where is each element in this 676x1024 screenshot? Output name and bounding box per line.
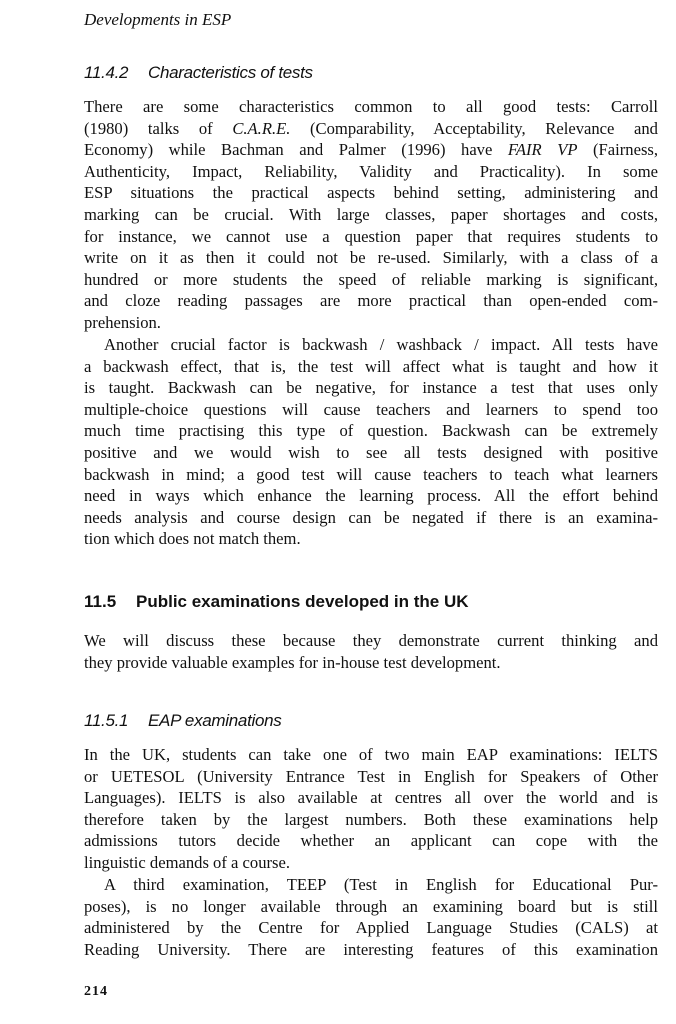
- section-title: EAP examinations: [148, 711, 282, 730]
- text-line: [84, 652, 658, 674]
- text-span: Reading University. There are interesting features of this examination: [84, 939, 658, 959]
- text-span: (Fairness,: [577, 140, 659, 160]
- text-line: [84, 939, 658, 961]
- text-line: [84, 787, 658, 809]
- section-number: 11.4.2: [84, 63, 129, 82]
- text-line: [84, 399, 658, 421]
- text-line: [84, 118, 658, 140]
- text-span: Authenticity, Impact, Reliability, Validity and Practicality). In some: [84, 161, 658, 181]
- text-span: write on it as then it could not be re-used. Similarly, with a class of a: [84, 248, 658, 268]
- text-span: and cloze reading passages are more practical than open-ended com-: [84, 291, 658, 311]
- text-span: poses), is no longer available through an examining board but is still: [84, 896, 658, 916]
- running-head: Developments in ESP: [84, 10, 232, 29]
- text-span: marking can be crucial. With large classes, paper shortages and costs,: [84, 204, 658, 224]
- text-line: [84, 744, 658, 766]
- text-line: [84, 766, 658, 788]
- text-line: [84, 809, 658, 831]
- text-line: [84, 139, 658, 161]
- text-line: [84, 356, 658, 378]
- text-line: [84, 226, 658, 248]
- text-span: In the UK, students can take one of two main EAP examinations: IELTS: [84, 745, 658, 764]
- page-number: 214: [84, 984, 108, 999]
- text-line: [84, 204, 658, 226]
- text-line: [84, 377, 658, 399]
- text-line: [84, 874, 658, 896]
- text-span: therefore taken by the largest numbers. Both these examinations help: [84, 809, 658, 829]
- text-line: [84, 442, 658, 464]
- section-heading-11-5-1: [84, 711, 281, 731]
- text-line: [84, 182, 658, 204]
- text-span: Economy) while Bachman and Palmer (1996) have: [84, 140, 508, 160]
- text-line: [84, 464, 658, 486]
- section-number: 11.5: [84, 592, 117, 611]
- text-line: [84, 269, 658, 291]
- text-line: [84, 96, 658, 118]
- text-span: linguistic demands of a course.: [84, 852, 290, 872]
- text-span: a backwash effect, that is, the test will affect what is taught and how it: [84, 356, 658, 376]
- text-span: ESP situations the practical aspects behind setting, administering and: [84, 183, 658, 203]
- text-span: We will discuss these because they demonstrate current thinking and: [84, 631, 658, 650]
- text-span: they provide valuable examples for in-house test development.: [84, 652, 501, 672]
- text-line: [84, 312, 658, 334]
- text-line: [84, 485, 658, 507]
- text-line: [84, 852, 658, 874]
- text-span: Languages). IELTS is also available at centres all over the world and is: [84, 788, 658, 808]
- text-span: (Comparability, Acceptability, Relevance and: [290, 118, 658, 138]
- section-heading-11-4-2: [84, 63, 313, 83]
- italic-term: FAIR VP: [507, 140, 578, 160]
- text-span: A third examination, TEEP (Test in English for Educational Pur-: [104, 875, 658, 894]
- text-span: for instance, we cannot use a question paper that requires students to: [84, 226, 658, 246]
- section-heading-11-5: [84, 592, 469, 612]
- text-span: need in ways which enhance the learning process. All the effort behind: [84, 486, 658, 506]
- paragraph: [84, 334, 658, 550]
- text-line: [84, 290, 658, 312]
- text-span: admissions tutors decide whether an applicant can cope with the: [84, 831, 658, 851]
- text-line: [84, 830, 658, 852]
- section-title: Characteristics of tests: [148, 63, 313, 82]
- text-line: [84, 917, 658, 939]
- text-line: [84, 161, 658, 183]
- text-line: [84, 507, 658, 529]
- text-span: hundred or more students the speed of reliable marking is significant,: [84, 269, 658, 289]
- section-title: Public examinations developed in the UK: [136, 592, 469, 611]
- paragraph: [84, 744, 658, 874]
- text-span: is taught. Backwash can be negative, for instance a test that uses only: [84, 378, 658, 398]
- text-span: (1980) talks of: [84, 118, 233, 138]
- text-span: There are some characteristics common to all good tests: Carroll: [84, 97, 658, 116]
- text-span: tion which does not match them.: [84, 529, 301, 549]
- text-span: Another crucial factor is backwash / washback / impact. All tests have: [104, 335, 658, 354]
- text-span: needs analysis and course design can be negated if there is an examina-: [84, 507, 658, 527]
- text-line: [84, 420, 658, 442]
- paragraph: [84, 96, 658, 334]
- text-line: [84, 334, 658, 356]
- paragraph: [84, 874, 658, 960]
- text-span: much time practising this type of question. Backwash can be extremely: [84, 421, 658, 441]
- text-span: prehension.: [84, 312, 161, 332]
- text-span: administered by the Centre for Applied Language Studies (CALS) at: [84, 918, 658, 938]
- text-span: backwash in mind; a good test will cause teachers to teach what learners: [84, 464, 658, 484]
- paragraph: [84, 630, 658, 673]
- text-span: or UETESOL (University Entrance Test in English for Speakers of Other: [84, 766, 658, 786]
- text-span: positive and we would wish to see all tests designed with positive: [84, 442, 658, 462]
- text-line: [84, 896, 658, 918]
- section-number: 11.5.1: [84, 711, 129, 730]
- text-span: multiple-choice questions will cause teachers and learners to spend too: [84, 399, 658, 419]
- text-line: [84, 630, 658, 652]
- text-line: [84, 528, 658, 550]
- italic-term: C.A.R.E.: [232, 118, 291, 138]
- text-line: [84, 247, 658, 269]
